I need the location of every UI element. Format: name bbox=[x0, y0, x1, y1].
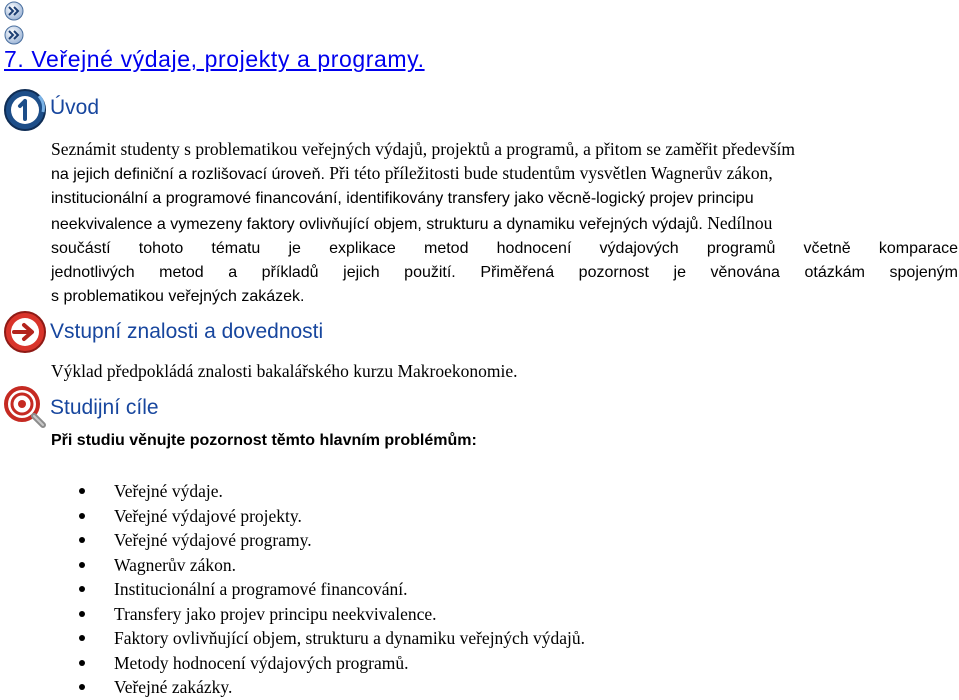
forward-double-chevron-icon[interactable] bbox=[4, 25, 24, 45]
bullet-icon bbox=[79, 611, 85, 617]
studijni-lead: Při studiu věnujte pozornost těmto hlavním problémům: bbox=[51, 432, 477, 449]
bullet-icon bbox=[79, 488, 85, 494]
list-item-text: Veřejné výdajové projekty. bbox=[114, 505, 302, 526]
bullet-icon bbox=[79, 635, 85, 641]
target-magnifier-icon bbox=[3, 385, 47, 429]
number-one-icon bbox=[3, 88, 47, 132]
arrow-right-circle-icon bbox=[3, 310, 47, 354]
uvod-line bbox=[51, 211, 958, 237]
uvod-line-part: neekvivalence a vymezeny faktory ovlivňující objem, strukturu a dynamiku veřejných výdajů. bbox=[51, 216, 703, 233]
list-item-text: Transfery jako projev principu neekvivalence. bbox=[114, 603, 437, 624]
section-heading-studijni: Studijní cíle bbox=[50, 396, 159, 419]
uvod-line: institucionální a programové financování, identifikovány transfery jako věcně-logický projev principu bbox=[51, 190, 754, 207]
forward-double-chevron-icon[interactable] bbox=[4, 1, 24, 21]
uvod-line: s problematikou veřejných zakázek. bbox=[51, 288, 305, 305]
bullet-icon bbox=[79, 660, 85, 666]
uvod-line: jednotlivých metod a příkladů jejich použití. Přiměřená pozornost je věnována otázkám spojeným bbox=[51, 264, 958, 281]
list-item-text: Metody hodnocení výdajových programů. bbox=[114, 652, 409, 673]
uvod-line-part: Nedílnou bbox=[707, 213, 773, 233]
bullet-icon bbox=[79, 513, 85, 519]
bullet-icon bbox=[79, 537, 85, 543]
list-item-text: Veřejné výdaje. bbox=[114, 481, 223, 501]
list-item-text: Faktory ovlivňující objem, strukturu a dynamiku veřejných výdajů. bbox=[114, 628, 585, 648]
uvod-line-part: Při této příležitosti bude studentům vysvětlen Wagnerův zákon, bbox=[329, 163, 773, 183]
uvod-paragraph bbox=[51, 137, 958, 309]
uvod-line bbox=[51, 161, 958, 187]
list-item-text: Veřejné zakázky. bbox=[114, 677, 233, 697]
uvod-line-part: na jejich definiční a rozlišovací úroveň. bbox=[51, 166, 325, 183]
bullet-icon bbox=[79, 562, 85, 568]
bullet-icon bbox=[79, 586, 85, 592]
list-item-text: Institucionální a programové financování. bbox=[114, 579, 408, 599]
list-item-text: Veřejné výdajové programy. bbox=[114, 530, 312, 550]
section-heading-uvod: Úvod bbox=[50, 96, 100, 119]
vstupni-text: Výklad předpokládá znalosti bakalářského kurzu Makroekonomie. bbox=[51, 361, 518, 381]
list-item-text: Wagnerův zákon. bbox=[114, 554, 237, 575]
bullet-icon bbox=[79, 684, 85, 690]
section-heading-vstupni: Vstupní znalosti a dovednosti bbox=[50, 320, 324, 343]
chapter-title-link[interactable]: 7. Veřejné výdaje, projekty a programy. bbox=[4, 46, 425, 72]
uvod-line: součástí tohoto tématu je explikace metod hodnocení výdajových programů včetně komparace bbox=[51, 240, 958, 257]
uvod-line: Seznámit studenty s problematikou veřejných výdajů, projektů a programů, a přitom se zaměřit především bbox=[51, 139, 796, 159]
